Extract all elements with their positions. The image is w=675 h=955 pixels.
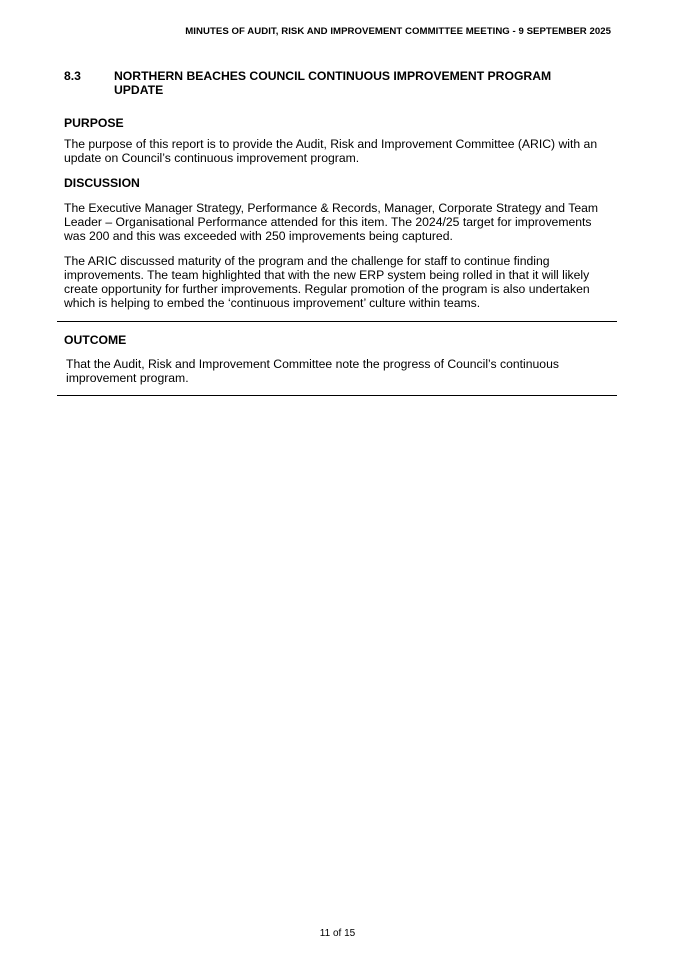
discussion-heading: DISCUSSION bbox=[64, 176, 140, 190]
outcome-bottom-divider bbox=[57, 395, 617, 396]
outcome-top-divider bbox=[57, 321, 617, 322]
purpose-text: The purpose of this report is to provide the Audit, Risk and Improvement Committee (ARIC) with an update on Council’s continuous improvement program. bbox=[64, 137, 598, 165]
outcome-text: That the Audit, Risk and Improvement Committee note the progress of Council’s continuous improvement program. bbox=[66, 357, 559, 385]
outcome-heading: OUTCOME bbox=[64, 333, 127, 347]
item-number: 8.3 bbox=[64, 69, 81, 83]
page-number: 11 of 15 bbox=[319, 928, 356, 939]
discussion-paragraph-1: The Executive Manager Strategy, Performance & Records, Manager, Corporate Strategy and Team Leader – Organisational Performance attended for this item. The 2024/25 target for improvements was 200 and this was exceeded with 250 improvements being captured. bbox=[64, 201, 599, 243]
discussion-paragraph-2: The ARIC discussed maturity of the program and the challenge for staff to continue finding improvements. The team highlighted that with the new ERP system being rolled in that it will likely create opportunity for further improvements. Regular promotion of the program is also undertaken which is helping to embed the ‘continuous improvement’ culture within teams. bbox=[64, 254, 590, 310]
page-header: MINUTES OF AUDIT, RISK AND IMPROVEMENT COMMITTEE MEETING - 9 SEPTEMBER 2025 bbox=[185, 26, 611, 37]
purpose-heading: PURPOSE bbox=[64, 116, 124, 130]
item-heading: NORTHERN BEACHES COUNCIL CONTINUOUS IMPROVEMENT PROGRAM UPDATE bbox=[114, 69, 552, 97]
